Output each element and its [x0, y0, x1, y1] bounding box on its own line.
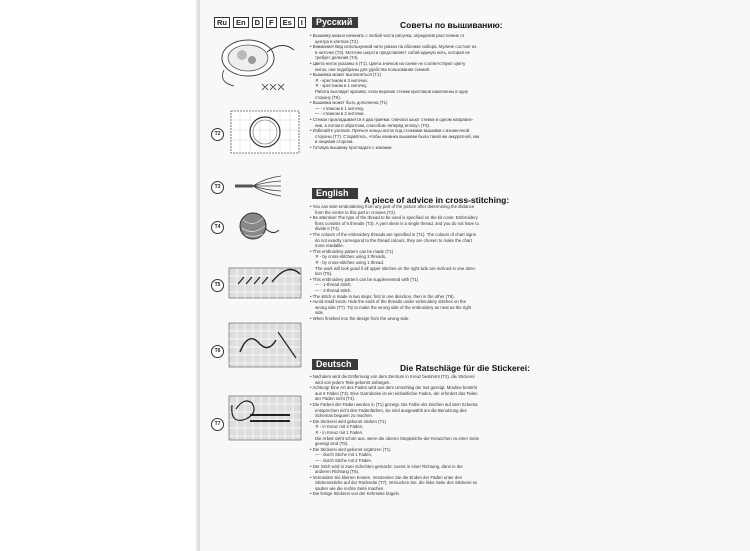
- text-line: • Avoid small knots. Hide the ends of the threads under embroidery stitches on the: [310, 299, 466, 305]
- section-title-en: English: [312, 188, 358, 199]
- text-line: sauber wie die rechte Seite machen.: [315, 485, 385, 491]
- text-line: • Achtung! Eine Art des Faden wird aus dem Umschlag der Set gezeigt. Mouline besteht: [310, 385, 478, 391]
- text-line: 6 ниточек (T3). Моточек шерсти представляет собой единую нить, которая не: [315, 49, 470, 55]
- text-line: • Вышивка может выполняться (T1): [310, 72, 381, 78]
- text-line: нии, а потом в обратном, способом «вперёд иголку» (T6).: [315, 122, 431, 128]
- heading-de: Die Ratschläge für die Stickerei:: [400, 363, 530, 373]
- label-t4: T4: [211, 221, 224, 234]
- lang-i: I: [298, 17, 306, 28]
- label-t5: T5: [211, 279, 224, 292]
- lang-en: En: [233, 17, 249, 28]
- text-line: Работа выглядит красиво, если верхние стежки крестиков наклонены в одну: [315, 88, 469, 94]
- text-line: aus 6 Fäden (T3). Eine Garndocke ist ein einheitlicher Faden, der erfordert das Teilen: [315, 390, 478, 396]
- text-line: wrong side (T7). Try to make the wrong side of the embroidery as neat as the right: [315, 304, 472, 310]
- text-line: ✕ - крестиком в 1 ниточку.: [315, 83, 368, 89]
- text-line: ✕ - by cross-stitches using 3 threads,: [315, 254, 387, 260]
- text-line: entsprechen nicht den Fadenfarben, sie sind ausgewählt um die Benutzung des: [315, 407, 467, 413]
- text-line: и лицевая сторона.: [315, 139, 354, 145]
- text-line: • The colours of the embroidery threads are specified in (T1). The colours of chart signs: [310, 231, 476, 237]
- text-line: — - 1-thread stitch,: [315, 282, 352, 288]
- text-line: — - 2-thread stitch.: [315, 287, 352, 293]
- label-t3: T3: [211, 181, 224, 194]
- text-line: — - стежком в 2 ниточки.: [315, 111, 365, 117]
- text-line: • You can start embroidering from any part of the picture after determining the distance: [310, 204, 475, 209]
- text-line: • Vermeiden Sie kleinen Knoten. Verstecken Sie die Enden der Fäden unter den: [310, 474, 462, 480]
- text-line: • Внимание! Вид используемой нити указан на обложке набора. Мулине состоит из: [310, 44, 477, 50]
- text-line: ✕ - in Kreuz mit 3 Fäden,: [315, 424, 364, 430]
- text-line: Stickereistiche auf der Rückseite (T7). Versuchen Sie, die linke Seite des Stickerei so: [315, 480, 478, 486]
- text-line: • When finished iron the design from the wrong side.: [310, 315, 410, 321]
- text-line: • Вышивку можно начинать с любой части рисунка, определив расстояние от: [310, 33, 465, 38]
- text-line: Schemas bequem zu machen.: [315, 413, 374, 419]
- text-line: geneigt sind (T5).: [315, 441, 349, 447]
- section-title-ru: Русский: [312, 17, 358, 28]
- text-line: • This embroidery pattern can be made (T1): [310, 248, 394, 254]
- text-line: — - durch Stiche mit 2 Fäden.: [315, 457, 373, 463]
- lang-d: D: [252, 17, 263, 28]
- text-line: ✕ - in Kreuz mit 1 Faden.: [315, 429, 364, 435]
- label-t6: T6: [211, 345, 224, 358]
- text-line: ✕ - крестиком в 3 ниточки,: [315, 77, 368, 83]
- text-line: • Die Stickerei wird gekonnt ergänzen (T1): [310, 446, 391, 452]
- text-line: floss consists of 6 threads (T3). A yarn skein is a single thread, and you do not have to: [315, 220, 479, 226]
- text-line: • Цвета ниток указаны в (T1). Цвета значков на схеме не соответствуют цвету: [310, 60, 466, 66]
- text-line: • Der Stich wird in zwei Schichten gemacht: zuerst in einer Richtung, dann in der: [310, 463, 463, 469]
- text-line: divide it (T4).: [315, 226, 340, 232]
- text-line: from the centre to this part in crosses (T2).: [315, 209, 396, 215]
- text-line: • Готовую вышивку прогладьте с изнанки.: [310, 144, 393, 150]
- text-block-ru: [310, 33, 532, 150]
- text-block-de: [310, 374, 532, 497]
- lang-f: F: [266, 17, 277, 28]
- lang-ru: Ru: [214, 17, 230, 28]
- text-line: • Nachdem wird die Entfernung von dem Zentrum in Kreuz bestimmt (T2), die Stickerei: [310, 374, 475, 379]
- yarn-ball-illustration: [237, 208, 281, 244]
- language-tabs: [214, 17, 306, 28]
- section-title-de: Deutsch: [312, 359, 358, 370]
- text-line: side.: [315, 310, 325, 316]
- text-line: • The stitch is made in two steps: first in one direction, then in the other (T6).: [310, 293, 455, 299]
- text-line: more readable.: [315, 243, 344, 249]
- lang-es: Es: [280, 17, 295, 28]
- text-line: — - durch Stiche mit 1 Faden,: [315, 452, 373, 458]
- knot-hiding-illustration: [228, 395, 302, 441]
- text-line: do not exactly correspond to the thread colours, they are chosen to make the chart: [315, 237, 472, 243]
- hoop-grid-illustration: [230, 110, 300, 154]
- floss-strands-illustration: [233, 172, 283, 198]
- text-block-en: [310, 204, 532, 321]
- text-line: требует деления (T4).: [315, 55, 359, 61]
- text-line: ✕ - by cross-stitches using 1 thread.: [315, 259, 385, 265]
- text-line: — - стежком в 1 ниточку,: [315, 105, 364, 111]
- text-line: • Be attentive! The type of the thread to be used is specified on the kit cover. Embroidery: [310, 215, 478, 221]
- text-line: • Die Farben der Fäden werden in (T1) gezeigt. Die Farbe der Zeichen auf dem Schema: [310, 401, 478, 407]
- text-line: tion (T5).: [315, 271, 333, 277]
- text-line: • Избегайте узелков. Прячьте концы ниток под стежками вышивки с изнаночной: [310, 128, 470, 134]
- text-line: Die Arbeit sieht schön aus, wenn die oberen Steppstiche der Kreuzchen zu einer Seite: [315, 435, 480, 441]
- text-line: wird von jedem Teile gekonnt anfangen.: [315, 379, 391, 385]
- text-line: центра в клетках (T2).: [315, 38, 360, 44]
- label-t2: T2: [211, 128, 224, 141]
- cross-stitch-grid-illustration: [228, 262, 302, 302]
- backstitch-grid-illustration: [228, 322, 302, 368]
- text-line: The work will look good if all upper stitches on the right side are inclined in one direc-: [315, 265, 477, 271]
- text-line: • This embroidery pattern can be supplemented with (T1): [310, 276, 419, 282]
- text-line: сторону (T5).: [315, 94, 342, 100]
- needle-hoop-illustration: [212, 30, 302, 96]
- text-line: стороны (T7). Старайтесь, чтобы изнанка вышивки была такой же аккуратной, как: [315, 133, 480, 139]
- text-line: anderen Richtung (T6).: [315, 469, 360, 475]
- text-line: der Fäden nicht (T4).: [315, 396, 356, 402]
- heading-ru: Советы по вышиванию:: [400, 20, 503, 30]
- text-line: • Die Stickerei wird gekonnt sticken (T1): [310, 418, 387, 424]
- text-line: • Стежок прокладывается в два приёма: сначала шьют стежки в одном направле-: [310, 116, 474, 122]
- text-line: ниток, они подобраны для удобства пользования схемой.: [315, 66, 431, 72]
- text-line: • Die fertige Stickerei von der Kehrseite bügeln.: [310, 491, 401, 497]
- label-t7: T7: [211, 418, 224, 431]
- text-line: • Вышивка может быть дополнена (T1): [310, 100, 388, 106]
- heading-en: A piece of advice in cross-stitching:: [364, 195, 510, 205]
